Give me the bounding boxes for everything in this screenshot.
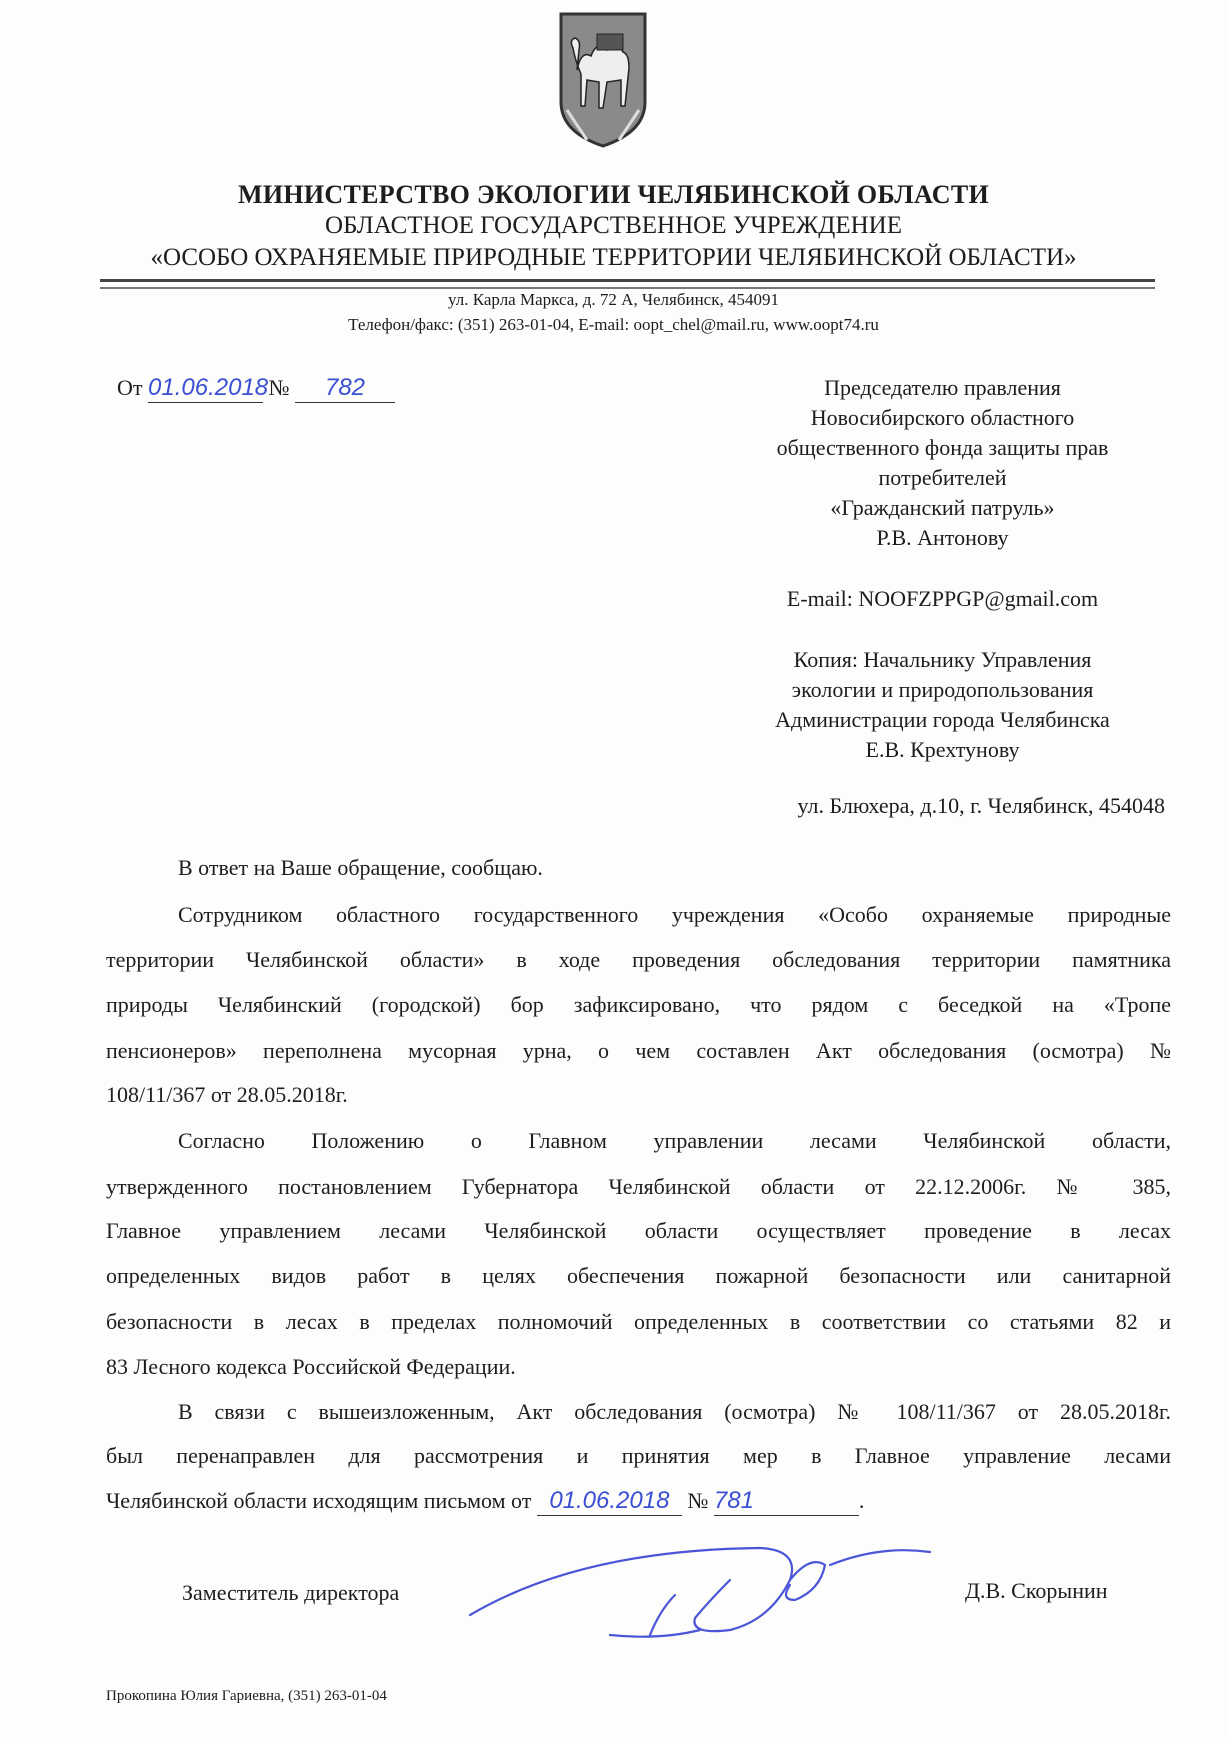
outgoing-reference [117, 374, 395, 403]
forward-end: . [858, 1488, 865, 1513]
signatory-name: Д.В. Скорынин [965, 1578, 1108, 1603]
from-label: От [117, 375, 143, 400]
forward-number: 781 [714, 1487, 859, 1516]
paragraph1-line: территории Челябинской области» в ходе проведения обследования территории памятника [106, 947, 1171, 972]
copy-block [700, 645, 1185, 765]
copy-address: ул. Блюхера, д.10, г. Челябинск, 454048 [797, 793, 1165, 818]
intro-line: В ответ на Ваше обращение, сообщаю. [178, 855, 543, 880]
paragraph1-line: природы Челябинский (городской) бор зафиксировано, что рядом с беседкой на «Тропе [106, 992, 1171, 1017]
copy-line: Е.В. Крехтунову [865, 737, 1020, 762]
institution-title-line1: ОБЛАСТНОЕ ГОСУДАРСТВЕННОЕ УЧРЕЖДЕНИЕ [325, 212, 902, 239]
copy-line: Копия: Начальнику Управления [793, 647, 1092, 672]
paragraph2-line: определенных видов работ в целях обеспечения пожарной безопасности или санитарной [106, 1263, 1171, 1288]
institution-title-line2: «ОСОБО ОХРАНЯЕМЫЕ ПРИРОДНЫЕ ТЕРРИТОРИИ ЧЕЛЯБИНСКОЙ ОБЛАСТИ» [150, 244, 1077, 271]
executor-info: Прокопина Юлия Гариевна, (351) 263-01-04 [106, 1688, 387, 1704]
copy-line: Администрации города Челябинска [775, 707, 1110, 732]
outgoing-date: 01.06.2018 [148, 374, 269, 401]
header-divider [100, 279, 1155, 289]
outgoing-number: 782 [295, 374, 395, 403]
recipient-line: Р.В. Антонову [876, 525, 1009, 550]
paragraph1-line: пенсионеров» переполнена мусорная урна, о чем составлен Акт обследования (осмотра) № [106, 1038, 1171, 1063]
paragraph3-last-line [106, 1487, 864, 1516]
paragraph2-line: 83 Лесного кодекса Российской Федерации. [106, 1354, 516, 1379]
recipient-line: потребителей [878, 465, 1007, 490]
forward-number-label: № [687, 1488, 709, 1513]
handwritten-signature [460, 1540, 960, 1655]
recipient-line: общественного фонда защиты прав [776, 435, 1109, 460]
copy-line: экологии и природопользования [791, 677, 1094, 702]
paragraph1-line: Сотрудником областного государственного учреждения «Особо охраняемые природные [178, 902, 1171, 927]
paragraph2-line: Согласно Положению о Главном управлении лесами Челябинской области, [178, 1128, 1171, 1153]
paragraph3-line: был перенаправлен для рассмотрения и принятия мер в Главное управление лесами [106, 1443, 1171, 1468]
ministry-title: МИНИСТЕРСТВО ЭКОЛОГИИ ЧЕЛЯБИНСКОЙ ОБЛАСТИ [238, 180, 989, 209]
recipient-email: E-mail: NOOFZPPGP@gmail.com [786, 586, 1099, 611]
recipient-line: Председателю правления [824, 375, 1061, 400]
forward-date: 01.06.2018 [537, 1487, 682, 1516]
signatory-position: Заместитель директора [182, 1580, 400, 1605]
paragraph2-line: утвержденного постановлением Губернатора Челябинской области от 22.12.2006г. № 385, [106, 1174, 1171, 1199]
institution-address: ул. Карла Маркса, д. 72 А, Челябинск, 454091 [448, 290, 779, 309]
paragraph2-line: безопасности в лесах в пределах полномочий определенных в соответствии со статьями 82 и [106, 1309, 1171, 1334]
paragraph1-line: 108/11/367 от 28.05.2018г. [106, 1082, 348, 1107]
forward-text: Челябинской области исходящим письмом от [106, 1488, 532, 1513]
institution-contacts: Телефон/факс: (351) 263-01-04, E-mail: oopt_chel@mail.ru, www.oopt74.ru [348, 315, 879, 334]
recipient-line: «Гражданский патруль» [830, 495, 1055, 520]
paragraph3-line: В связи с вышеизложенным, Акт обследования (осмотра) № 108/11/367 от 28.05.2018г. [178, 1399, 1171, 1424]
recipient-block [700, 373, 1185, 553]
camel-coat-of-arms-emblem [557, 10, 649, 150]
number-label: № [268, 375, 290, 400]
paragraph2-line: Главное управлением лесами Челябинской области осуществляет проведение в лесах [106, 1218, 1171, 1243]
recipient-line: Новосибирского областного [810, 405, 1075, 430]
